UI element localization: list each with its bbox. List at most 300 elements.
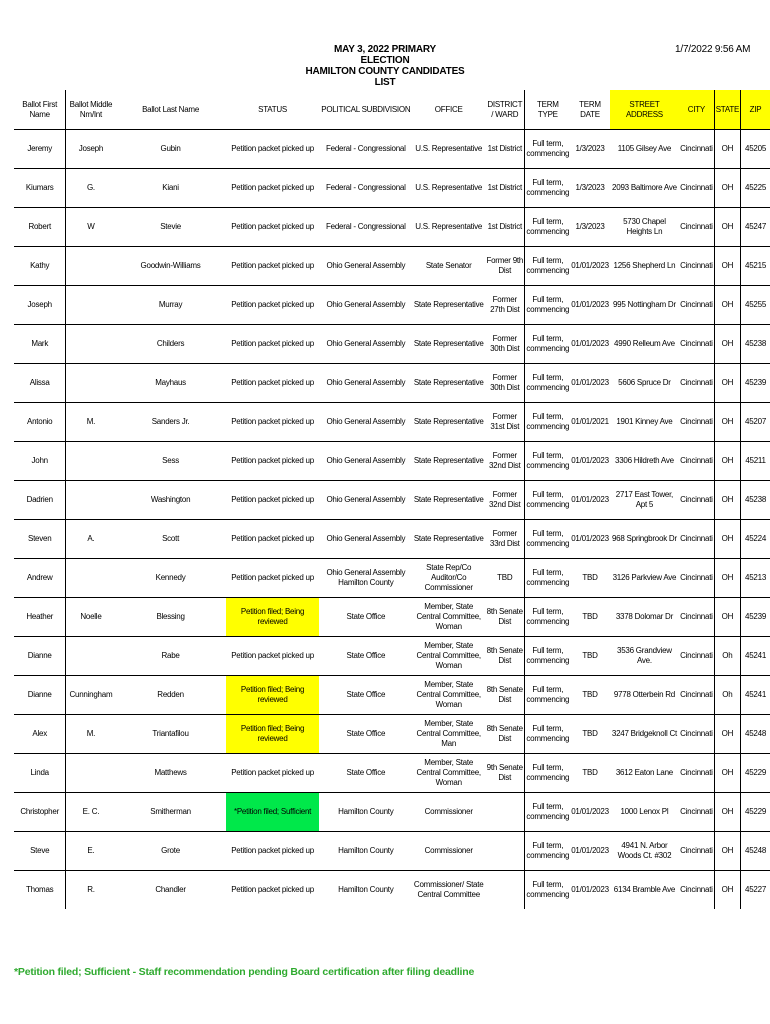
middle-name-cell <box>66 286 116 325</box>
first-name-cell: Alex <box>14 715 66 754</box>
state-cell: Oh <box>714 637 740 676</box>
zip-cell: 45239 <box>741 598 770 637</box>
status-cell: Petition packet picked up <box>226 364 320 403</box>
term-date-cell: TBD <box>570 598 610 637</box>
office-cell: Member, State Central Committee, Woman <box>412 637 485 676</box>
term-date-cell: 01/01/2021 <box>570 403 610 442</box>
table-row <box>14 130 770 169</box>
city-cell: Cincinnati <box>679 832 714 871</box>
state-cell: OH <box>714 130 740 169</box>
state-cell: OH <box>714 832 740 871</box>
middle-name-cell <box>66 481 116 520</box>
status-cell: Petition packet picked up <box>226 169 320 208</box>
term-type-cell: Full term, commencing <box>525 130 570 169</box>
term-type-cell: Full term, commencing <box>526 880 570 899</box>
city-cell: Cincinnati <box>679 130 714 169</box>
term-type-cell: Full term, commencing <box>525 676 570 715</box>
table-row <box>14 325 770 364</box>
subdivision-cell: Ohio General Assembly <box>319 286 412 325</box>
term-type-cell: Full term, commencing <box>525 754 570 793</box>
district-cell: Former 32nd Dist <box>485 442 525 481</box>
table-header <box>14 90 770 130</box>
state-cell: OH <box>714 442 740 481</box>
subdivision-cell: Ohio General Assembly <box>319 442 412 481</box>
district-cell: Former 30th Dist <box>485 325 525 364</box>
first-name-cell: Kathy <box>14 247 66 286</box>
street-cell: 9778 Otterbein Rd <box>610 676 679 715</box>
district-cell: Former 33rd Dist <box>485 520 525 559</box>
first-name-cell: Dianne <box>14 637 66 676</box>
city-cell: Cincinnati <box>679 676 714 715</box>
term-date-cell: 01/01/2023 <box>570 481 610 520</box>
street-cell: 6134 Bramble Ave <box>613 885 676 894</box>
last-name-cell: Goodwin-Williams <box>115 247 225 286</box>
term-date-cell: 01/01/2023 <box>570 247 610 286</box>
street-cell: 968 Springbrook Dr <box>610 520 679 559</box>
office-cell: U.S. Representative <box>412 130 485 169</box>
footnote: *Petition filed; Sufficient - Staff recommendation pending Board certification after filing deadline <box>14 966 475 978</box>
middle-name-cell: M. <box>66 715 116 754</box>
office-cell: Commissioner/ State Central Committee <box>413 880 484 899</box>
status-cell: Petition packet picked up <box>231 885 314 894</box>
middle-name-cell: Noelle <box>66 598 116 637</box>
state-cell: OH <box>714 598 740 637</box>
state-cell: OH <box>714 403 740 442</box>
district-cell: 9th Senate Dist <box>485 754 525 793</box>
table-row <box>14 403 770 442</box>
zip-cell: 45229 <box>741 793 770 832</box>
zip-cell: 45247 <box>741 208 770 247</box>
col-header-middle-name: Ballot Middle Nm/Int <box>66 90 116 130</box>
street-cell: 3247 Bridgeknoll Ct <box>610 715 679 754</box>
col-header-term-date: TERM DATE <box>570 90 610 130</box>
office-cell: State Representative <box>412 442 485 481</box>
first-name-cell: Joseph <box>14 286 66 325</box>
col-header-city: CITY <box>679 90 714 130</box>
term-date-cell: 01/01/2023 <box>570 442 610 481</box>
city-cell: Cincinnati <box>679 559 714 598</box>
city-cell: Cincinnati <box>679 520 714 559</box>
last-name-cell: Kennedy <box>115 559 225 598</box>
city-cell: Cincinnati <box>679 169 714 208</box>
term-date-cell: 1/3/2023 <box>570 169 610 208</box>
last-name-cell: Kiani <box>115 169 225 208</box>
district-cell: 1st District <box>485 208 525 247</box>
middle-name-cell <box>66 364 116 403</box>
middle-name-cell <box>66 247 116 286</box>
table-row <box>14 247 770 286</box>
status-cell: *Petition filed; Sufficient <box>226 793 320 832</box>
term-type-cell: Full term, commencing <box>525 325 570 364</box>
zip-cell: 45238 <box>741 481 770 520</box>
office-cell: State Representative <box>412 520 485 559</box>
term-date-cell: 01/01/2023 <box>570 325 610 364</box>
col-header-district: DISTRICT / WARD <box>485 90 525 130</box>
district-cell: 8th Senate Dist <box>485 715 525 754</box>
street-cell: 2717 East Tower, Apt 5 <box>610 481 679 520</box>
office-cell: U.S. Representative <box>412 169 485 208</box>
district-cell: 8th Senate Dist <box>485 637 525 676</box>
state-cell: OH <box>714 793 740 832</box>
status-cell: Petition packet picked up <box>226 247 320 286</box>
col-header-street: STREET ADDRESS <box>610 90 679 130</box>
city-cell: Cincinnati <box>679 754 714 793</box>
state-cell: OH <box>714 364 740 403</box>
term-type-cell: Full term, commencing <box>525 793 570 832</box>
middle-name-cell: Cunningham <box>66 676 116 715</box>
term-type-cell: Full term, commencing <box>525 598 570 637</box>
city-cell: Cincinnati <box>679 871 714 910</box>
street-cell: 995 Nottingham Dr <box>610 286 679 325</box>
street-cell: 1901 Kinney Ave <box>610 403 679 442</box>
last-name-cell: Matthews <box>115 754 225 793</box>
col-header-last-name: Ballot Last Name <box>115 90 225 130</box>
first-name-cell: Linda <box>14 754 66 793</box>
district-cell: Former 31st Dist <box>485 403 525 442</box>
state-cell: OH <box>714 871 740 910</box>
candidates-table <box>14 90 770 909</box>
first-name-cell: Antonio <box>14 403 66 442</box>
table-row <box>14 520 770 559</box>
subdivision-cell: Ohio General Assembly <box>319 364 412 403</box>
middle-name-cell: G. <box>66 169 116 208</box>
middle-name-cell <box>66 637 116 676</box>
street-cell: 3612 Eaton Lane <box>610 754 679 793</box>
city-cell: Cincinnati <box>679 403 714 442</box>
subdivision-cell: Federal - Congressional <box>319 169 412 208</box>
term-date-cell: 1/3/2023 <box>570 130 610 169</box>
state-cell: OH <box>714 247 740 286</box>
middle-name-cell: W <box>66 208 116 247</box>
state-cell: OH <box>714 481 740 520</box>
state-cell: OH <box>714 520 740 559</box>
middle-name-cell: A. <box>66 520 116 559</box>
office-cell: State Representative <box>412 403 485 442</box>
last-name-cell: Sanders Jr. <box>115 403 225 442</box>
zip-cell: 45248 <box>741 715 770 754</box>
subdivision-cell: Ohio General Assembly <box>319 247 412 286</box>
middle-name-cell: E. <box>66 832 116 871</box>
middle-name-cell <box>66 325 116 364</box>
status-cell: Petition filed; Being reviewed <box>226 676 320 715</box>
subdivision-cell: Ohio General Assembly <box>319 520 412 559</box>
first-name-cell: Dadrien <box>14 481 66 520</box>
col-header-subdivision: POLITICAL SUBDIVISION <box>319 90 412 130</box>
middle-name-cell: E. C. <box>66 793 116 832</box>
district-cell: 1st District <box>485 169 525 208</box>
term-type-cell: Full term, commencing <box>525 403 570 442</box>
table-row <box>14 286 770 325</box>
report-subtitle: HAMILTON COUNTY CANDIDATES LIST <box>305 66 465 88</box>
state-cell: OH <box>714 169 740 208</box>
state-cell: OH <box>714 286 740 325</box>
col-header-zip: ZIP <box>741 90 770 130</box>
last-name-cell: Chandler <box>155 885 186 894</box>
office-cell: State Representative <box>412 481 485 520</box>
street-cell: 1000 Lenox Pl <box>610 793 679 832</box>
status-cell: Petition packet picked up <box>226 286 320 325</box>
district-cell: Former 9th Dist <box>485 247 525 286</box>
col-header-first-name: Ballot First Name <box>14 90 66 130</box>
table-row <box>14 559 770 598</box>
status-cell: Petition packet picked up <box>226 442 320 481</box>
first-name-cell: Robert <box>14 208 66 247</box>
street-cell: 5606 Spruce Dr <box>610 364 679 403</box>
office-cell: Member, State Central Committee, Woman <box>412 676 485 715</box>
first-name-cell: John <box>14 442 66 481</box>
table-body <box>14 130 770 910</box>
office-cell: Member, State Central Committee, Woman <box>412 598 485 637</box>
state-cell: OH <box>714 715 740 754</box>
state-cell: Oh <box>714 676 740 715</box>
report-timestamp: 1/7/2022 9:56 AM <box>675 44 751 55</box>
subdivision-cell: Ohio General Assembly <box>319 325 412 364</box>
status-cell: Petition packet picked up <box>226 520 320 559</box>
middle-name-cell <box>66 559 116 598</box>
table-row <box>14 832 770 871</box>
middle-name-cell <box>66 754 116 793</box>
city-cell: Cincinnati <box>679 442 714 481</box>
office-cell: State Representative <box>412 325 485 364</box>
state-cell: OH <box>714 559 740 598</box>
office-cell: Member, State Central Committee, Man <box>412 715 485 754</box>
zip-cell: 45205 <box>741 130 770 169</box>
last-name-cell: Triantafilou <box>115 715 225 754</box>
subdivision-cell: Ohio General Assembly <box>319 403 412 442</box>
zip-cell: 45238 <box>741 325 770 364</box>
table-row <box>14 715 770 754</box>
subdivision-cell: Ohio General Assembly <box>319 481 412 520</box>
state-cell: OH <box>714 754 740 793</box>
zip-cell: 45248 <box>741 832 770 871</box>
term-type-cell: Full term, commencing <box>525 559 570 598</box>
city-cell: Cincinnati <box>679 247 714 286</box>
zip-cell: 45241 <box>741 676 770 715</box>
first-name-cell: Thomas <box>26 885 54 894</box>
last-name-cell: Washington <box>115 481 225 520</box>
term-type-cell: Full term, commencing <box>525 286 570 325</box>
term-type-cell: Full term, commencing <box>525 364 570 403</box>
last-name-cell: Stevie <box>115 208 225 247</box>
first-name-cell: Andrew <box>14 559 66 598</box>
term-type-cell: Full term, commencing <box>525 442 570 481</box>
first-name-cell: Steve <box>14 832 66 871</box>
office-cell: Commissioner <box>412 832 485 871</box>
term-date-cell: TBD <box>570 559 610 598</box>
subdivision-cell: State Office <box>319 715 412 754</box>
status-cell: Petition packet picked up <box>226 325 320 364</box>
first-name-cell: Jeremy <box>14 130 66 169</box>
last-name-cell: Blessing <box>115 598 225 637</box>
term-date-cell: 01/01/2023 <box>570 520 610 559</box>
state-cell: OH <box>714 325 740 364</box>
zip-cell: 45225 <box>741 169 770 208</box>
first-name-cell: Mark <box>14 325 66 364</box>
last-name-cell: Sess <box>115 442 225 481</box>
subdivision-cell: State Office <box>319 598 412 637</box>
term-date-cell: 01/01/2023 <box>570 793 610 832</box>
status-cell: Petition filed; Being reviewed <box>226 715 320 754</box>
col-header-state: STATE <box>714 90 740 130</box>
term-date-cell: TBD <box>570 676 610 715</box>
zip-cell: 45211 <box>741 442 770 481</box>
term-date-cell: TBD <box>570 754 610 793</box>
district-cell <box>485 832 525 871</box>
term-date-cell: TBD <box>570 715 610 754</box>
middle-name-cell: M. <box>66 403 116 442</box>
street-cell: 3126 Parkview Ave <box>610 559 679 598</box>
term-type-cell: Full term, commencing <box>525 520 570 559</box>
zip-cell: 45241 <box>741 637 770 676</box>
office-cell: State Representative <box>412 286 485 325</box>
col-header-status: STATUS <box>226 90 320 130</box>
last-name-cell: Scott <box>115 520 225 559</box>
term-type-cell: Full term, commencing <box>525 169 570 208</box>
middle-name-cell <box>66 442 116 481</box>
table-row <box>14 754 770 793</box>
district-cell <box>485 871 525 910</box>
col-header-office: OFFICE <box>412 90 485 130</box>
street-cell: 1256 Shepherd Ln <box>610 247 679 286</box>
street-cell: 4941 N. Arbor Woods Ct. #302 <box>610 832 679 871</box>
table-row <box>14 871 770 910</box>
state-cell: OH <box>714 208 740 247</box>
subdivision-cell: Hamilton County <box>338 885 394 894</box>
subdivision-cell: Hamilton County <box>319 793 412 832</box>
term-date-cell: 01/01/2023 <box>570 364 610 403</box>
zip-cell: 45207 <box>741 403 770 442</box>
status-cell: Petition packet picked up <box>226 832 320 871</box>
last-name-cell: Mayhaus <box>115 364 225 403</box>
office-cell: State Senator <box>412 247 485 286</box>
subdivision-cell: Ohio General Assembly Hamilton County <box>319 559 412 598</box>
district-cell: Former 32nd Dist <box>485 481 525 520</box>
office-cell: State Representative <box>412 364 485 403</box>
table-row <box>14 598 770 637</box>
first-name-cell: Dianne <box>14 676 66 715</box>
term-date-cell: 1/3/2023 <box>570 208 610 247</box>
table-row <box>14 364 770 403</box>
office-cell: State Rep/Co Auditor/Co Commissioner <box>412 559 485 598</box>
table-row <box>14 793 770 832</box>
city-cell: Cincinnati <box>679 598 714 637</box>
street-cell: 3536 Grandview Ave. <box>610 637 679 676</box>
term-type-cell: Full term, commencing <box>525 832 570 871</box>
zip-cell: 45213 <box>741 559 770 598</box>
col-header-term-type: TERM TYPE <box>525 90 570 130</box>
city-cell: Cincinnati <box>679 208 714 247</box>
status-cell: Petition packet picked up <box>226 403 320 442</box>
district-cell: Former 30th Dist <box>485 364 525 403</box>
first-name-cell: Alissa <box>14 364 66 403</box>
last-name-cell: Childers <box>115 325 225 364</box>
term-date-cell: 01/01/2023 <box>571 885 609 894</box>
zip-cell: 45229 <box>741 754 770 793</box>
zip-cell: 45255 <box>741 286 770 325</box>
office-cell: Member, State Central Committee, Woman <box>412 754 485 793</box>
street-cell: 5730 Chapel Heights Ln <box>610 208 679 247</box>
zip-cell: 45215 <box>741 247 770 286</box>
status-cell: Petition filed; Being reviewed <box>226 598 320 637</box>
table-row <box>14 442 770 481</box>
city-cell: Cincinnati <box>679 481 714 520</box>
last-name-cell: Rabe <box>115 637 225 676</box>
table-row <box>14 481 770 520</box>
status-cell: Petition packet picked up <box>226 754 320 793</box>
status-cell: Petition packet picked up <box>226 208 320 247</box>
first-name-cell: Steven <box>14 520 66 559</box>
subdivision-cell: State Office <box>319 637 412 676</box>
term-type-cell: Full term, commencing <box>525 481 570 520</box>
office-cell: Commissioner <box>412 793 485 832</box>
status-cell: Petition packet picked up <box>226 637 320 676</box>
street-cell: 3306 Hildreth Ave <box>610 442 679 481</box>
first-name-cell: Kiumars <box>14 169 66 208</box>
last-name-cell: Murray <box>115 286 225 325</box>
last-name-cell: Gubin <box>115 130 225 169</box>
street-cell: 3378 Dolomar Dr <box>610 598 679 637</box>
first-name-cell: Christopher <box>14 793 66 832</box>
status-cell: Petition packet picked up <box>226 481 320 520</box>
street-cell: 1105 Gilsey Ave <box>610 130 679 169</box>
city-cell: Cincinnati <box>679 715 714 754</box>
street-cell: 4990 Relleum Ave <box>610 325 679 364</box>
table-row <box>14 676 770 715</box>
zip-cell: 45224 <box>741 520 770 559</box>
subdivision-cell: State Office <box>319 754 412 793</box>
district-cell: 1st District <box>485 130 525 169</box>
district-cell: Former 27th Dist <box>485 286 525 325</box>
street-cell: 2093 Baltimore Ave <box>610 169 679 208</box>
table-row <box>14 208 770 247</box>
city-cell: Cincinnati <box>679 637 714 676</box>
last-name-cell: Grote <box>115 832 225 871</box>
term-date-cell: TBD <box>570 637 610 676</box>
middle-name-cell: Joseph <box>66 130 116 169</box>
subdivision-cell: State Office <box>319 676 412 715</box>
term-type-cell: Full term, commencing <box>525 637 570 676</box>
subdivision-cell: Federal - Congressional <box>319 208 412 247</box>
district-cell: 8th Senate Dist <box>485 598 525 637</box>
district-cell: TBD <box>485 559 525 598</box>
table-row <box>14 169 770 208</box>
term-date-cell: 01/01/2023 <box>570 832 610 871</box>
city-cell: Cincinnati <box>679 286 714 325</box>
subdivision-cell: Federal - Congressional <box>319 130 412 169</box>
subdivision-cell: Hamilton County <box>319 832 412 871</box>
term-type-cell: Full term, commencing <box>525 247 570 286</box>
status-cell: Petition packet picked up <box>226 559 320 598</box>
table-row <box>14 637 770 676</box>
status-cell: Petition packet picked up <box>226 130 320 169</box>
first-name-cell: Heather <box>14 598 66 637</box>
last-name-cell: Redden <box>115 676 225 715</box>
district-cell <box>485 793 525 832</box>
term-type-cell: Full term, commencing <box>525 715 570 754</box>
city-cell: Cincinnati <box>679 325 714 364</box>
report-title: MAY 3, 2022 PRIMARY ELECTION <box>334 44 436 66</box>
term-type-cell: Full term, commencing <box>525 208 570 247</box>
city-cell: Cincinnati <box>679 364 714 403</box>
middle-name-cell: R. <box>66 871 116 910</box>
city-cell: Cincinnati <box>679 793 714 832</box>
zip-cell: 45227 <box>745 885 767 894</box>
zip-cell: 45239 <box>741 364 770 403</box>
term-date-cell: 01/01/2023 <box>570 286 610 325</box>
district-cell: 8th Senate Dist <box>485 676 525 715</box>
last-name-cell: Smitherman <box>115 793 225 832</box>
office-cell: U.S. Representative <box>412 208 485 247</box>
